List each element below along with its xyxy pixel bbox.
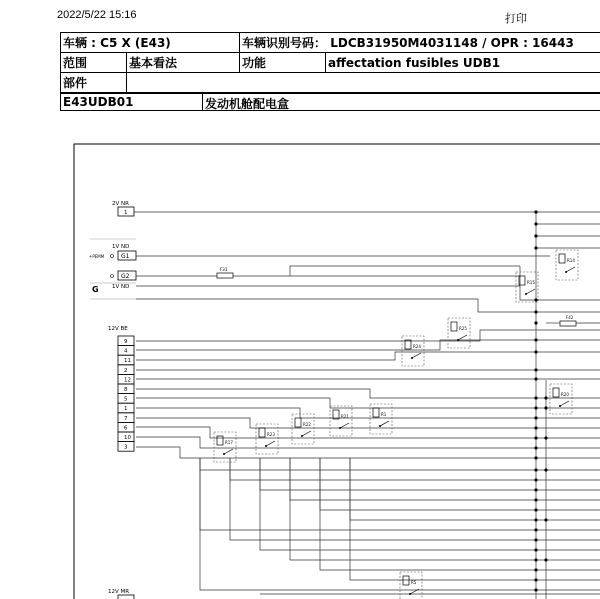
pin-nr-label: 1 xyxy=(124,210,128,216)
relay-label: R22 xyxy=(303,422,311,427)
vin-value: LDCB31950M4031148 / OPR : 16443 xyxy=(330,36,574,50)
function-value: affectation fusibles UDB1 xyxy=(326,53,600,73)
pin-be-label: 5 xyxy=(124,396,128,403)
label-g: G xyxy=(92,285,99,294)
relay-label: R1 xyxy=(381,412,387,417)
pin-g1-label: G1 xyxy=(121,253,130,260)
function-label: 功能 xyxy=(240,53,326,73)
pin-be-label: 3 xyxy=(124,444,128,451)
group-12vbe-label: 12V BE xyxy=(108,326,128,332)
pin-be-label: 10 xyxy=(124,435,131,441)
relay-label: R5 xyxy=(411,580,417,585)
fuse-f31-label: F31 xyxy=(220,267,228,272)
print-button[interactable]: 打印 xyxy=(505,12,527,25)
relay xyxy=(550,384,572,414)
fuse-f42-label: F42 xyxy=(566,315,574,320)
relay-label: R17 xyxy=(225,440,233,445)
relay xyxy=(448,318,470,348)
pin-be-label: 8 xyxy=(124,387,128,393)
pin-be-label: 7 xyxy=(124,415,128,422)
pemm-label: +PEMM xyxy=(89,254,105,259)
relay xyxy=(256,424,278,454)
relay xyxy=(402,336,424,366)
relay-label: R20 xyxy=(561,392,569,397)
relay-label: R14 xyxy=(567,258,575,263)
connector-be xyxy=(118,336,134,451)
group-2vnr-label: 2V NR xyxy=(112,201,129,207)
relay xyxy=(556,250,578,280)
relay-label: R15 xyxy=(527,280,535,285)
diagram-frame xyxy=(74,144,600,599)
relay-label: R24 xyxy=(413,344,421,349)
range-label: 范围 xyxy=(61,53,127,73)
vin-cell xyxy=(240,33,600,53)
component-code: E43UDB01 xyxy=(61,94,203,110)
print-datetime: 2022/5/22 15:16 xyxy=(57,9,137,21)
relay xyxy=(330,406,352,436)
component-row xyxy=(60,93,600,111)
group-1vnd-a-label: 1V ND xyxy=(112,244,130,250)
relay xyxy=(292,414,314,444)
pin-box-nr xyxy=(118,207,134,216)
pin-be-label: 9 xyxy=(124,339,128,345)
relay xyxy=(516,272,538,302)
pin-be-label: 4 xyxy=(124,348,128,355)
relay xyxy=(214,432,236,462)
component-name: 发动机舱配电盒 xyxy=(205,97,290,111)
pin-be-label: 12 xyxy=(124,377,131,384)
pin-be-label: 11 xyxy=(124,358,131,365)
pin-be-label: 6 xyxy=(124,425,128,432)
group-1vnd-b-label: 1V ND xyxy=(112,284,130,290)
vehicle-label: 车辆 : C5 X (E43) xyxy=(61,33,240,53)
component-label: 部件 xyxy=(61,73,127,93)
relay xyxy=(370,404,392,434)
relay-label: R23 xyxy=(267,432,275,437)
relay-label: R21 xyxy=(341,414,349,419)
range-value: 基本看法 xyxy=(127,53,240,73)
group-12vmr-label: 12V MR xyxy=(108,589,130,595)
vehicle-info-table xyxy=(60,32,600,93)
relay-label: R25 xyxy=(459,326,467,331)
pin-g2-label: G2 xyxy=(121,273,130,280)
fuse-f42 xyxy=(560,321,576,326)
fuse-f31 xyxy=(217,273,233,278)
pin-be-label: 2 xyxy=(124,367,128,374)
relay xyxy=(400,572,422,599)
vin-label: 车辆识别号码： xyxy=(242,36,327,50)
pin-be-label: 1 xyxy=(124,406,128,413)
